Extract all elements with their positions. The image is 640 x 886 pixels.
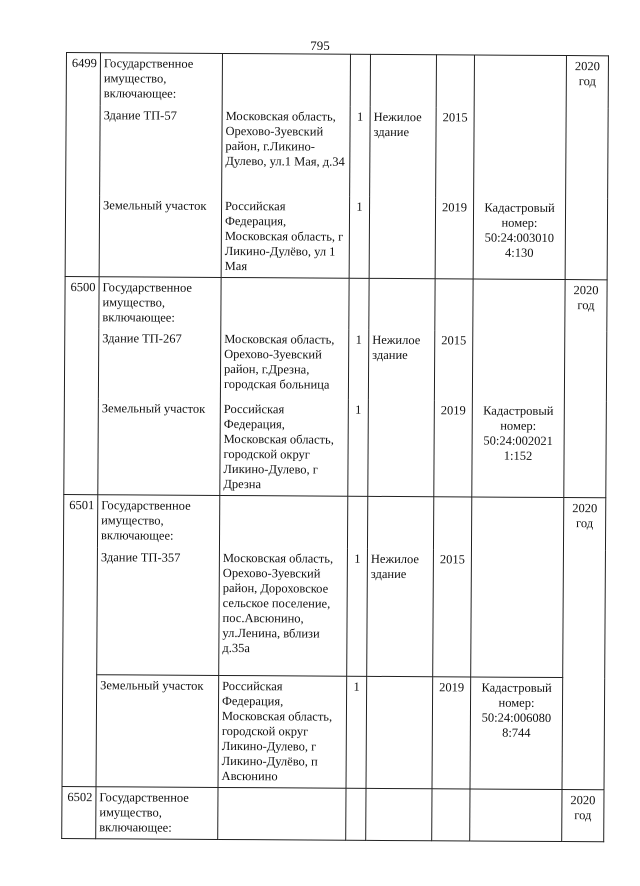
item-quantity: 1 xyxy=(348,400,369,497)
item-address: Московская область, Орехово-Зуевский район, Дороховское сельское поселение, пос.Авсюнино, ул.Ленина, вблизи д.35а xyxy=(219,547,348,676)
item-year-built: 2019 xyxy=(435,197,473,279)
item-address: Российская Федерация, Московская область, г Ликино-Дулёво, ул 1 Мая xyxy=(221,195,349,277)
entry-year: 2020 год xyxy=(564,279,607,498)
entry-group-title: Государственное имущество, включающее: xyxy=(97,495,219,548)
registry-item-row xyxy=(66,105,609,198)
item-quantity: 1 xyxy=(347,548,368,676)
registry-entry-row xyxy=(65,276,607,331)
item-address: Московская область, Орехово-Зуевский район, г.Дрезна, городская больница xyxy=(220,329,348,400)
item-name: Здание ТП-267 xyxy=(98,328,220,399)
item-address: Московская область, Орехово-Зуевский район, г.Ликино-Дулево, ул.1 Мая, д.34 xyxy=(222,105,351,196)
entry-group-title: Государственное имущество, включающее: xyxy=(99,276,221,329)
item-name: Земельный участок xyxy=(99,195,221,277)
registry-item-row xyxy=(64,398,607,498)
item-quantity: 1 xyxy=(349,196,369,278)
item-year-built: 2015 xyxy=(436,107,475,197)
entry-group-title: Государственное имущество, включающее: xyxy=(96,787,218,840)
registry-entry-row xyxy=(62,786,604,841)
page-number: 795 xyxy=(310,38,330,53)
item-type xyxy=(366,676,433,788)
item-year-built: 2019 xyxy=(432,677,471,789)
entry-number: 6502 xyxy=(62,786,96,838)
item-note xyxy=(471,549,564,678)
item-note: Кадастровый номер: 50:24:006080 8:744 xyxy=(470,677,563,790)
registry-item-row xyxy=(64,328,606,401)
item-type: Нежилое здание xyxy=(367,548,434,676)
item-address: Российская Федерация, Московская область, городской округ Ликино-Дулево, г Ликино-Дулёво, п Авсюнино xyxy=(218,675,347,788)
item-type: Нежилое здание xyxy=(370,106,437,196)
registry-item-row xyxy=(65,195,607,280)
entry-number: 6501 xyxy=(62,494,98,786)
item-note xyxy=(472,330,564,401)
registry-item-row xyxy=(62,674,605,789)
item-name: Здание ТП-357 xyxy=(97,547,220,676)
item-note: Кадастровый номер: 50:24:002021 1:152 xyxy=(472,400,565,497)
item-note: Кадастровый номер: 50:24:003010 4:130 xyxy=(473,197,565,279)
item-year-built: 2019 xyxy=(434,400,473,497)
registry-item-row xyxy=(63,546,606,677)
item-type xyxy=(368,400,435,497)
item-type: Нежилое здание xyxy=(368,330,434,400)
entry-year: 2020 год xyxy=(565,56,608,280)
entry-number: 6500 xyxy=(64,276,99,495)
entry-year: 2020 год xyxy=(562,790,604,842)
item-type xyxy=(369,196,435,278)
entry-year: 2020 год xyxy=(562,498,606,790)
property-registry-table xyxy=(61,52,609,842)
entry-number: 6499 xyxy=(65,53,100,277)
item-note xyxy=(474,107,567,198)
entry-group-title: Государственное имущество, включающее: xyxy=(100,53,222,106)
item-quantity: 1 xyxy=(350,106,371,196)
item-address: Российская Федерация, Московская область, городской округ Ликино-Дулево, г Дрезна xyxy=(220,399,349,496)
item-year-built: 2015 xyxy=(433,549,472,677)
item-quantity: 1 xyxy=(346,676,367,788)
item-name: Земельный участок xyxy=(98,398,221,495)
registry-entry-row xyxy=(63,494,605,549)
item-quantity: 1 xyxy=(348,330,368,400)
item-name: Здание ТП-57 xyxy=(100,105,223,196)
registry-entry-row xyxy=(66,53,608,108)
item-year-built: 2015 xyxy=(434,330,472,400)
item-name: Земельный участок xyxy=(96,675,219,788)
